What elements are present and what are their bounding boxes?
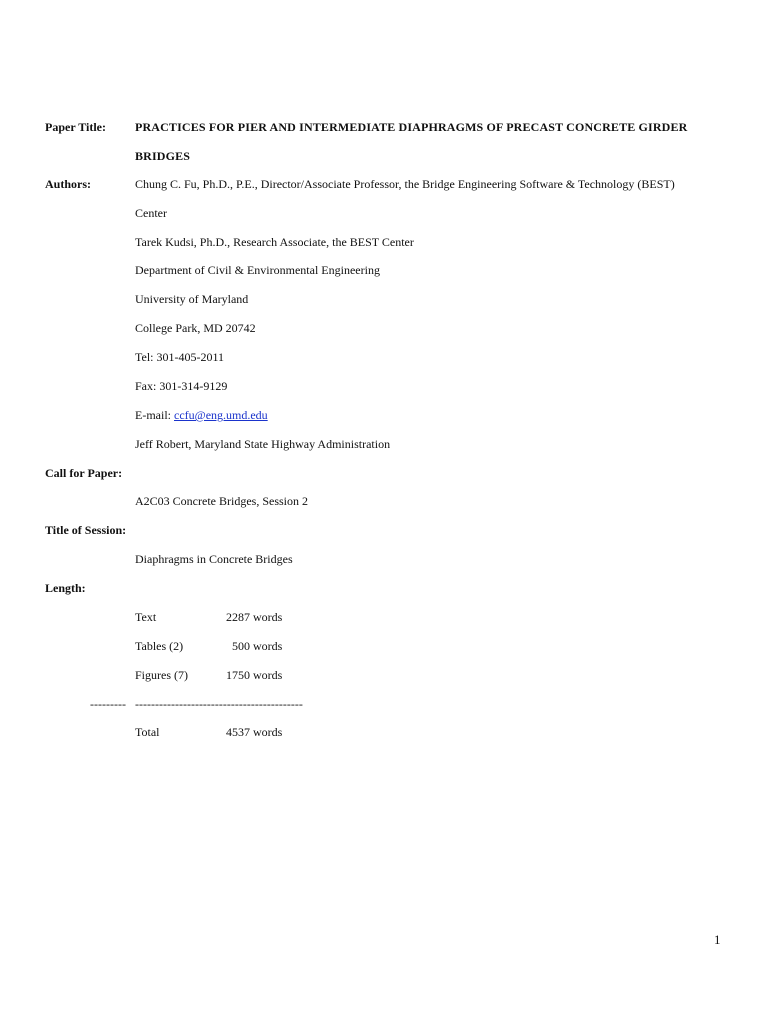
- author-line-6: College Park, MD 20742: [135, 321, 256, 335]
- authors-label: Authors:: [45, 177, 92, 191]
- author-line-4: Department of Civil & Environmental Engineering: [135, 263, 380, 277]
- dash-separator-long: ------------------------------------------: [135, 697, 303, 711]
- email-prefix: E-mail:: [135, 408, 174, 422]
- dash-separator-short: ---------: [90, 697, 126, 711]
- author-line-2: Center: [135, 206, 167, 220]
- length-row-name: Text: [135, 610, 157, 624]
- author-line-1: Chung C. Fu, Ph.D., P.E., Director/Associate Professor, the Bridge Engineering Software & Technology (BEST): [135, 177, 675, 191]
- page-number: 1: [714, 932, 721, 947]
- session-title-label: Title of Session:: [45, 523, 127, 537]
- author-line-3: Tarek Kudsi, Ph.D., Research Associate, the BEST Center: [135, 235, 414, 249]
- call-for-paper-label: Call for Paper:: [45, 466, 123, 480]
- length-label: Length:: [45, 581, 86, 595]
- author-fax: Fax: 301-314-9129: [135, 379, 228, 393]
- paper-title-line-1: PRACTICES FOR PIER AND INTERMEDIATE DIAPHRAGMS OF PRECAST CONCRETE GIRDER: [135, 120, 688, 134]
- email-link[interactable]: ccfu@eng.umd.edu: [174, 408, 268, 422]
- paper-title-line-2: BRIDGES: [135, 149, 191, 163]
- length-total-name: Total: [135, 725, 160, 739]
- length-row-count: 1750 words: [226, 668, 283, 682]
- length-total-count: 4537 words: [226, 725, 283, 739]
- author-tel: Tel: 301-405-2011: [135, 350, 225, 364]
- call-for-paper-value: A2C03 Concrete Bridges, Session 2: [135, 494, 308, 508]
- session-title-value: Diaphragms in Concrete Bridges: [135, 552, 293, 566]
- author-line-5: University of Maryland: [135, 292, 249, 306]
- paper-title-label: Paper Title:: [45, 120, 106, 134]
- length-row-count: 2287 words: [226, 610, 283, 624]
- length-row-count: 500 words: [232, 639, 283, 653]
- length-row-name: Tables (2): [135, 639, 184, 653]
- length-row-name: Figures (7): [135, 668, 188, 682]
- author-email-line: [135, 408, 268, 422]
- author-line-last: Jeff Robert, Maryland State Highway Administration: [135, 437, 391, 451]
